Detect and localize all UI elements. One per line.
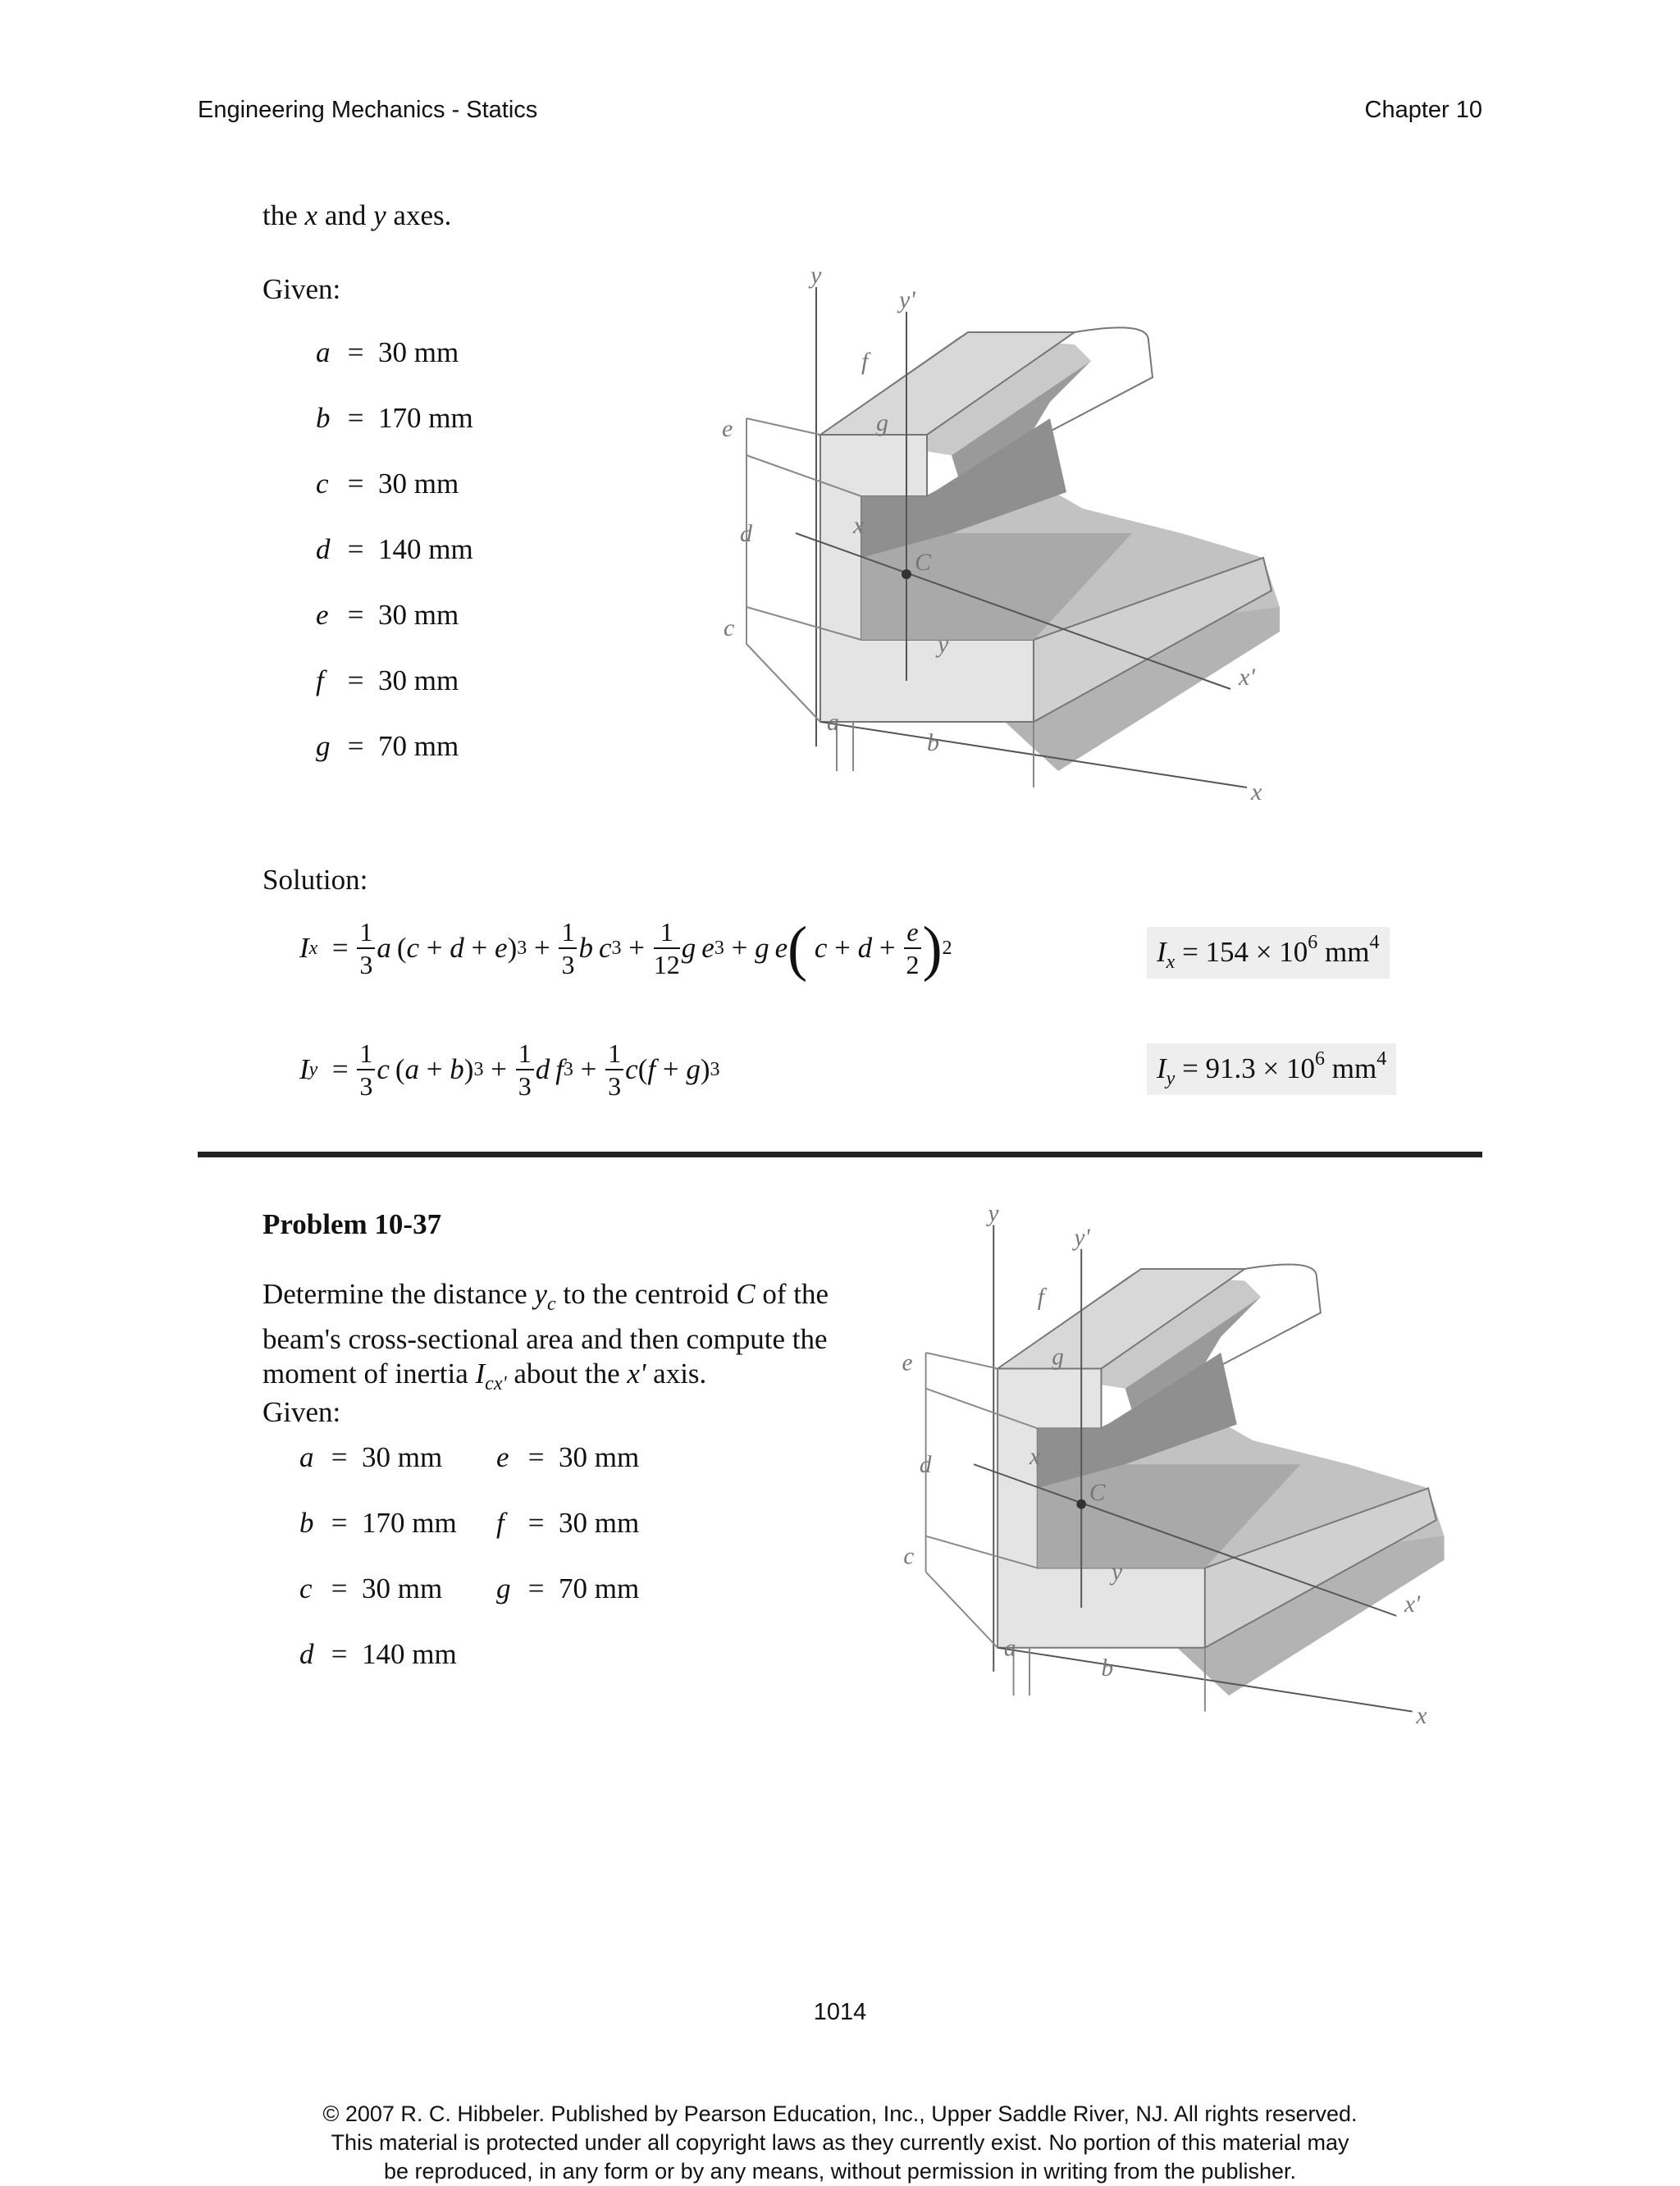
channel-beam-figure-top bbox=[705, 262, 1296, 812]
iy-answer bbox=[1147, 1043, 1396, 1095]
footer-line: © 2007 R. C. Hibbeler. Published by Pearson Education, Inc., Upper Saddle River, NJ. All rights reserved. bbox=[322, 2102, 1358, 2126]
problem-title: Problem 10-37 bbox=[262, 1208, 442, 1240]
stmt-1d: to the centroid bbox=[555, 1278, 737, 1310]
ix-answer-unit: mm bbox=[1325, 936, 1370, 968]
given-var: f bbox=[316, 664, 324, 696]
stmt-1a: Determine the distance bbox=[262, 1278, 535, 1310]
ix-answer-sub: x bbox=[1166, 952, 1176, 973]
given-val: 30 mm bbox=[362, 1572, 443, 1604]
given-val: 140 mm bbox=[362, 1638, 457, 1670]
given-item: b = 170 mm bbox=[316, 402, 473, 434]
given-var: a bbox=[316, 336, 331, 368]
given-val: 30 mm bbox=[559, 1507, 640, 1539]
iy-answer-lhs: I bbox=[1157, 1052, 1166, 1084]
fig-label-C: C bbox=[915, 549, 932, 576]
iy-equation: I y = $\frac{1}{3}$ c ( a + b ) 3 + $\frac{1}{3}$ d f 3 + $\frac{1}{3}$ c ( f + g ) 3 bbox=[299, 1038, 720, 1101]
given-item: f = 30 mm bbox=[316, 664, 459, 696]
given-val: 170 mm bbox=[362, 1507, 457, 1539]
intro-y: y bbox=[373, 199, 386, 231]
header-title: Engineering Mechanics - Statics bbox=[198, 97, 538, 123]
iy-answer-unit-exp: 4 bbox=[1376, 1048, 1387, 1070]
given-val: 30 mm bbox=[362, 1441, 443, 1473]
stmt-1b: y bbox=[534, 1278, 547, 1310]
fig-label-c: c bbox=[724, 614, 735, 641]
fig-label-xp: x' bbox=[1404, 1591, 1421, 1618]
iy-answer-sub: y bbox=[1166, 1068, 1176, 1089]
stmt-1c: c bbox=[546, 1294, 556, 1315]
ix-equation: I x = $\frac{1}{3}$ a ( c + d + e ) 3 + $\frac{1}{3}$ b c 3 + $\frac{1}{12}$ g e 3 + g e ( c + d + $\frac{e}{2}$ ) 2 bbox=[299, 914, 952, 983]
given-item: c = 30 mm bbox=[316, 468, 459, 500]
ix-answer bbox=[1147, 927, 1390, 979]
given-var: e bbox=[316, 599, 329, 631]
ix-answer-value: = 154 × 10 bbox=[1182, 936, 1308, 968]
footer-line: This material is protected under all copyright laws as they currently exist. No portion of this material may bbox=[331, 2130, 1349, 2156]
given-item: g = 70 mm bbox=[496, 1572, 640, 1604]
fig-label-c: c bbox=[903, 1543, 915, 1570]
footer-line: be reproduced, in any form or by any means, without permission in writing from the publisher. bbox=[383, 2159, 1297, 2184]
given-var: b bbox=[299, 1507, 314, 1539]
intro-x: x bbox=[304, 199, 318, 231]
stmt-1f: of the bbox=[755, 1278, 829, 1310]
fig-label-x: x bbox=[1251, 778, 1262, 805]
given-val: 70 mm bbox=[378, 730, 459, 762]
given-var: d bbox=[299, 1638, 314, 1670]
iy-answer-exp: 6 bbox=[1315, 1048, 1326, 1070]
given-item: f = 30 mm bbox=[496, 1507, 640, 1539]
stmt-3f: axis. bbox=[646, 1357, 707, 1390]
given-item: d = 140 mm bbox=[316, 533, 473, 565]
intro-pre: the bbox=[262, 199, 305, 231]
stmt-3d: about the bbox=[506, 1357, 628, 1390]
fig-label-xp: x' bbox=[1239, 664, 1255, 691]
fig-label-yc: y bbox=[938, 631, 949, 658]
stmt-3a: moment of inertia bbox=[262, 1357, 476, 1390]
iy-answer-value: = 91.3 × 10 bbox=[1182, 1052, 1316, 1084]
stmt-2: beam's cross-sectional area and then compute the bbox=[262, 1323, 828, 1356]
given-label: Given: bbox=[262, 273, 341, 305]
given-val: 30 mm bbox=[378, 599, 459, 631]
fig-label-yp: y' bbox=[1074, 1224, 1090, 1251]
fig-label-g: g bbox=[1052, 1344, 1064, 1371]
fig-label-C: C bbox=[1089, 1479, 1106, 1506]
stmt-3b: I bbox=[475, 1357, 486, 1390]
given-item: d = 140 mm bbox=[299, 1638, 457, 1670]
fig-label-y: y bbox=[810, 262, 822, 289]
iy-answer-unit: mm bbox=[1331, 1052, 1377, 1084]
given-var: d bbox=[316, 533, 331, 565]
ix-answer-unit-exp: 4 bbox=[1369, 932, 1380, 953]
given-item: a = 30 mm bbox=[316, 336, 459, 368]
fig-label-yc: y bbox=[1112, 1559, 1123, 1586]
given-item: e = 30 mm bbox=[496, 1441, 640, 1473]
given-item: b = 170 mm bbox=[299, 1507, 457, 1539]
stmt-3e: x' bbox=[627, 1357, 646, 1390]
intro-text bbox=[262, 197, 451, 235]
given-var: e bbox=[496, 1441, 509, 1473]
given-var: f bbox=[496, 1507, 504, 1539]
given-val: 30 mm bbox=[378, 468, 459, 500]
fig-label-a: a bbox=[1003, 1635, 1016, 1662]
given-item: a = 30 mm bbox=[299, 1441, 443, 1473]
fig-label-xc: x bbox=[1029, 1444, 1040, 1471]
fig-label-f: f bbox=[861, 348, 869, 375]
given-var: a bbox=[299, 1441, 314, 1473]
problem-given-label: Given: bbox=[262, 1395, 341, 1428]
given-var: b bbox=[316, 402, 331, 434]
fig-label-f: f bbox=[1037, 1284, 1044, 1311]
given-item: g = 70 mm bbox=[316, 730, 459, 762]
fig-label-a: a bbox=[827, 709, 839, 736]
channel-beam-figure-bottom bbox=[886, 1198, 1460, 1739]
solution-label: Solution: bbox=[262, 864, 368, 896]
given-val: 30 mm bbox=[559, 1441, 640, 1473]
section-divider bbox=[198, 1152, 1482, 1157]
fig-label-d: d bbox=[919, 1451, 932, 1478]
problem-statement bbox=[262, 1276, 853, 1431]
given-val: 30 mm bbox=[378, 336, 459, 368]
ix-answer-lhs: I bbox=[1157, 936, 1166, 968]
fig-label-d: d bbox=[740, 520, 752, 547]
given-var: c bbox=[316, 468, 329, 500]
fig-label-e: e bbox=[902, 1349, 913, 1376]
fig-label-b: b bbox=[1101, 1654, 1114, 1682]
fig-label-g: g bbox=[876, 409, 888, 436]
copyright-footer bbox=[0, 2100, 1680, 2186]
given-item: e = 30 mm bbox=[316, 599, 459, 631]
page-number: 1014 bbox=[813, 1999, 867, 2025]
intro-post: axes. bbox=[386, 199, 452, 231]
given-item: c = 30 mm bbox=[299, 1572, 443, 1604]
fig-label-yp: y' bbox=[899, 286, 915, 313]
given-var: g bbox=[316, 730, 331, 762]
given-var: g bbox=[496, 1572, 511, 1604]
given-var: c bbox=[299, 1572, 313, 1604]
given-val: 30 mm bbox=[378, 664, 459, 696]
header-chapter: Chapter 10 bbox=[1364, 97, 1482, 123]
stmt-1e: C bbox=[736, 1278, 756, 1310]
fig-label-e: e bbox=[722, 415, 733, 442]
stmt-3c: cx' bbox=[485, 1372, 507, 1394]
given-val: 170 mm bbox=[378, 402, 473, 434]
given-val: 70 mm bbox=[559, 1572, 640, 1604]
intro-mid: and bbox=[317, 199, 374, 231]
fig-label-y: y bbox=[988, 1200, 999, 1227]
fig-label-xc: x bbox=[853, 512, 865, 539]
fig-label-b: b bbox=[927, 729, 939, 756]
ix-answer-exp: 6 bbox=[1308, 932, 1318, 953]
given-val: 140 mm bbox=[378, 533, 473, 565]
fig-label-x: x bbox=[1416, 1703, 1427, 1730]
